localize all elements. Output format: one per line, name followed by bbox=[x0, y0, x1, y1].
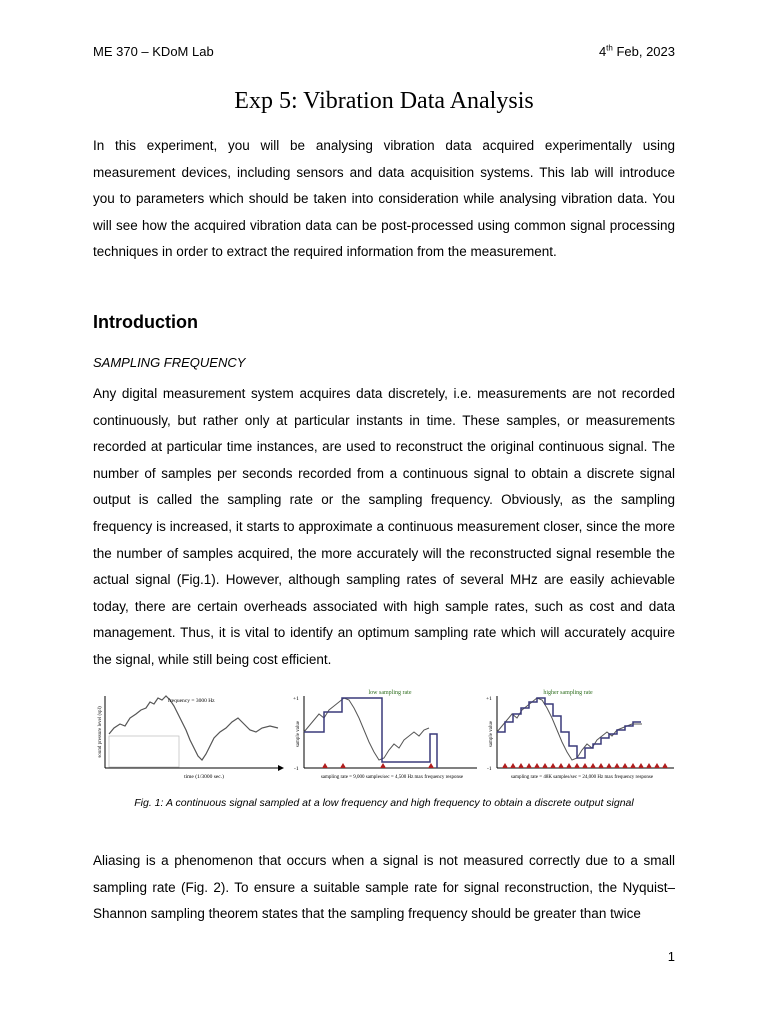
panel3-sample-marker bbox=[502, 763, 508, 768]
panel1-signal-line bbox=[109, 696, 278, 760]
header-course: ME 370 – KDoM Lab bbox=[93, 44, 214, 59]
sampling-paragraph: Any digital measurement system acquires data discretely, i.e. measurements are not recorded continuously, but rather only at particular instants in time. These samples, or measurements recorded at particular time instances, are used to reconstruct the original continuous signal. The number of samples per seconds recorded from a continuous signal to obtain a discrete signal output is called the sampling rate or the sampling frequency. Obviously, as the sampling frequency is increased, it starts to approximate a continuous measurement closer, since the more the number of samples acquired, the more accurately will the reconstructed signal resemble the actual signal (Fig.1). However, although sampling rates of several MHz are easily achievable today, there are certain overheads associated with high sample rates, such as cost and data management. Thus, it is vital to identify an optimum sampling rate which will accurately acquire the signal, while still being cost efficient. bbox=[93, 386, 675, 667]
panel3-sample-markers bbox=[502, 763, 668, 768]
panel3-sample-marker bbox=[606, 763, 612, 768]
section-heading: Introduction bbox=[93, 312, 198, 332]
intro-paragraph: In this experiment, you will be analysing vibration data acquired experimentally using measurement devices, including sensors and data acquisition systems. This lab will introduce you to parameters which should be taken into consideration while analysing vibration data. You will see how the acquired vibration data can be post-processed using common signal processing techniques in order to extract the required information from the measurement. bbox=[93, 138, 675, 260]
panel3-sample-marker bbox=[646, 763, 652, 768]
aliasing-paragraph: Aliasing is a phenomenon that occurs when a signal is not measured correctly due to a small sampling rate (Fig. 2). To ensure a suitable sample rate for signal reconstruction, the Nyquist–Shannon sampling theorem states that the sampling frequency should be greater than twice bbox=[93, 853, 675, 922]
panel3-sample-marker bbox=[590, 763, 596, 768]
panel2-sample-marker bbox=[340, 763, 346, 768]
panel2-y-bottom: -1 bbox=[294, 766, 299, 772]
date-day: 4 bbox=[598, 44, 607, 59]
panel2-xlabel: sampling rate = 9,000 samples/sec = 4,500 Hz max frequency response bbox=[320, 775, 464, 780]
panel2-ylabel: sample value bbox=[296, 720, 301, 748]
panel3-sample-marker bbox=[622, 763, 628, 768]
panel3-sample-marker bbox=[534, 763, 540, 768]
panel3-title: higher sampling rate bbox=[543, 690, 593, 696]
panel2-sample-marker bbox=[428, 763, 434, 768]
panel2-y-top: +1 bbox=[293, 696, 299, 702]
panel1-detail-box bbox=[109, 736, 179, 767]
panel3-ylabel: sample value bbox=[489, 720, 494, 748]
panel2-sample-marker bbox=[380, 763, 386, 768]
panel3-sample-marker bbox=[638, 763, 644, 768]
panel3-sample-marker bbox=[598, 763, 604, 768]
figure-caption: Fig. 1: A continuous signal sampled at a low frequency and high frequency to obtain a discrete output signal bbox=[134, 797, 634, 809]
panel1-annotation: frequency = 3000 Hz bbox=[168, 698, 215, 704]
panel2-step-line bbox=[304, 698, 437, 768]
panel1-arrow bbox=[278, 765, 284, 771]
panel3-sample-marker bbox=[526, 763, 532, 768]
panel3-xlabel: sampling rate = 48K samples/sec = 24,000 Hz max frequency response bbox=[510, 775, 654, 780]
panel3-sample-marker bbox=[518, 763, 524, 768]
panel2-signal-line bbox=[304, 698, 429, 760]
panel1-ylabel: sound pressure level (spl) bbox=[98, 706, 103, 758]
figure-1-graphic bbox=[92, 688, 678, 784]
panel1-xlabel: time (1/3000 sec.) bbox=[184, 774, 224, 780]
panel2-sample-marker bbox=[322, 763, 328, 768]
page-number: 1 bbox=[667, 949, 675, 964]
panel2-title: low sampling rate bbox=[368, 690, 412, 696]
header-date bbox=[599, 44, 675, 59]
page-title: Exp 5: Vibration Data Analysis bbox=[234, 88, 534, 114]
panel3-signal-line bbox=[497, 698, 642, 760]
panel3-sample-marker bbox=[558, 763, 564, 768]
panel3-sample-marker bbox=[662, 763, 668, 768]
date-suffix: th bbox=[606, 43, 613, 53]
panel-high-sampling bbox=[486, 690, 674, 780]
panel-low-sampling bbox=[293, 690, 477, 780]
subsection-heading: SAMPLING FREQUENCY bbox=[93, 355, 246, 370]
figure-1 bbox=[92, 688, 678, 789]
panel3-sample-marker bbox=[574, 763, 580, 768]
panel-continuous bbox=[98, 696, 284, 780]
panel3-sample-marker bbox=[614, 763, 620, 768]
panel3-sample-marker bbox=[582, 763, 588, 768]
panel3-sample-marker bbox=[550, 763, 556, 768]
panel3-sample-marker bbox=[630, 763, 636, 768]
panel3-sample-marker bbox=[542, 763, 548, 768]
panel3-sample-marker bbox=[566, 763, 572, 768]
date-rest: Feb, 2023 bbox=[612, 44, 675, 59]
panel3-sample-marker bbox=[654, 763, 660, 768]
panel3-y-top: +1 bbox=[486, 696, 492, 702]
panel3-step-line bbox=[497, 698, 641, 758]
panel3-y-bottom: -1 bbox=[487, 766, 492, 772]
panel3-sample-marker bbox=[510, 763, 516, 768]
